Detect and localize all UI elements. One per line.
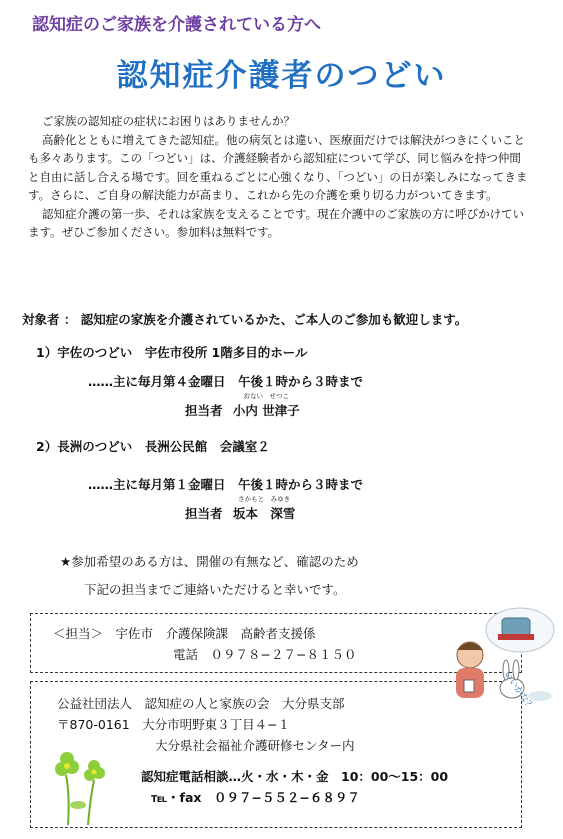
person-name-wrap [232, 392, 300, 419]
subtitle: 認知症のご家族を介護されている方へ [32, 15, 321, 35]
intro-text [28, 112, 528, 242]
association-name: 公益社団法人 認知症の人と家族の会 大分県支部 [57, 696, 345, 711]
event-title: 2）長洲のつどい 長洲公民館 会議室２ [36, 439, 270, 454]
event-schedule: ……主に毎月第１金曜日 午後１時から３時まで [88, 477, 364, 492]
person-name: 小内 世津子 [232, 403, 300, 418]
event-person [185, 495, 296, 522]
association-address: 〒870-0161 大分市明野東３丁目４−１ [57, 717, 291, 732]
person-name-wrap [232, 495, 296, 522]
contact-phone: 電話 ０９７８−２７−８１５０ [173, 647, 357, 662]
contact-label: ＜担当＞ 宇佐市 介護保険課 高齢者支援係 [53, 626, 316, 641]
person-name: 坂本 深雪 [232, 506, 296, 521]
flower-illustration [48, 745, 118, 830]
person-ruby: さかもと みゆき [238, 495, 291, 503]
association-telfax: ℡・fax ０９７−５５２−６８９７ [151, 790, 360, 805]
event-title: 1）宇佐のつどい 宇佐市役所 1階多目的ホール [36, 345, 308, 360]
event-schedule: ……主に毎月第４金曜日 午後１時から３時まで [88, 374, 364, 389]
person-illustration [440, 600, 560, 713]
intro-paragraph: ご家族の認知症の症状にお困りはありませんか？ [42, 114, 295, 128]
person-label: 担当者 [185, 403, 223, 418]
association-hours: 認知症電話相談…火・水・木・金 10：00〜15：00 [141, 769, 449, 784]
note-line: ★参加希望のある方は、開催の有無など、確認のため [60, 554, 359, 569]
person-label: 担当者 [185, 506, 223, 521]
intro-paragraph: 認知症介護の第一歩、それは家族を支えることです。現在介護中のご家族の方に呼びかけています。ぜひご参加ください。参加料は無料です。 [28, 206, 525, 239]
event-person [185, 392, 300, 419]
target-audience: 対象者 ： 認知症の家族を介護されているかた、ご本人のご参加も歓迎します。 [22, 312, 468, 327]
intro-paragraph: 高齢化とともに増えてきた認知症。他の病気とは違い、医療面だけでは解決がつきにくいことも多々あります。この「つどい」は、介護経験者から認知症について学び、同じ悩みを持つ仲間と自由に話し合える場です。回を重ねるごとに心強くなり、「つどい」の日が楽しみになってきます。さらに、ご自身の解決能力が高まり、これから先の介護を乗り切る力がついてきます。 [28, 132, 528, 202]
note-line: 下記の担当までご連絡いただけると幸いです。 [84, 582, 346, 597]
speech-text: いいかな？ [501, 669, 536, 713]
page-title: 認知症介護者のつどい [116, 58, 447, 94]
person-ruby: おない せつこ [243, 392, 290, 400]
association-address: 大分県社会福祉介護研修センター内 [155, 738, 355, 753]
